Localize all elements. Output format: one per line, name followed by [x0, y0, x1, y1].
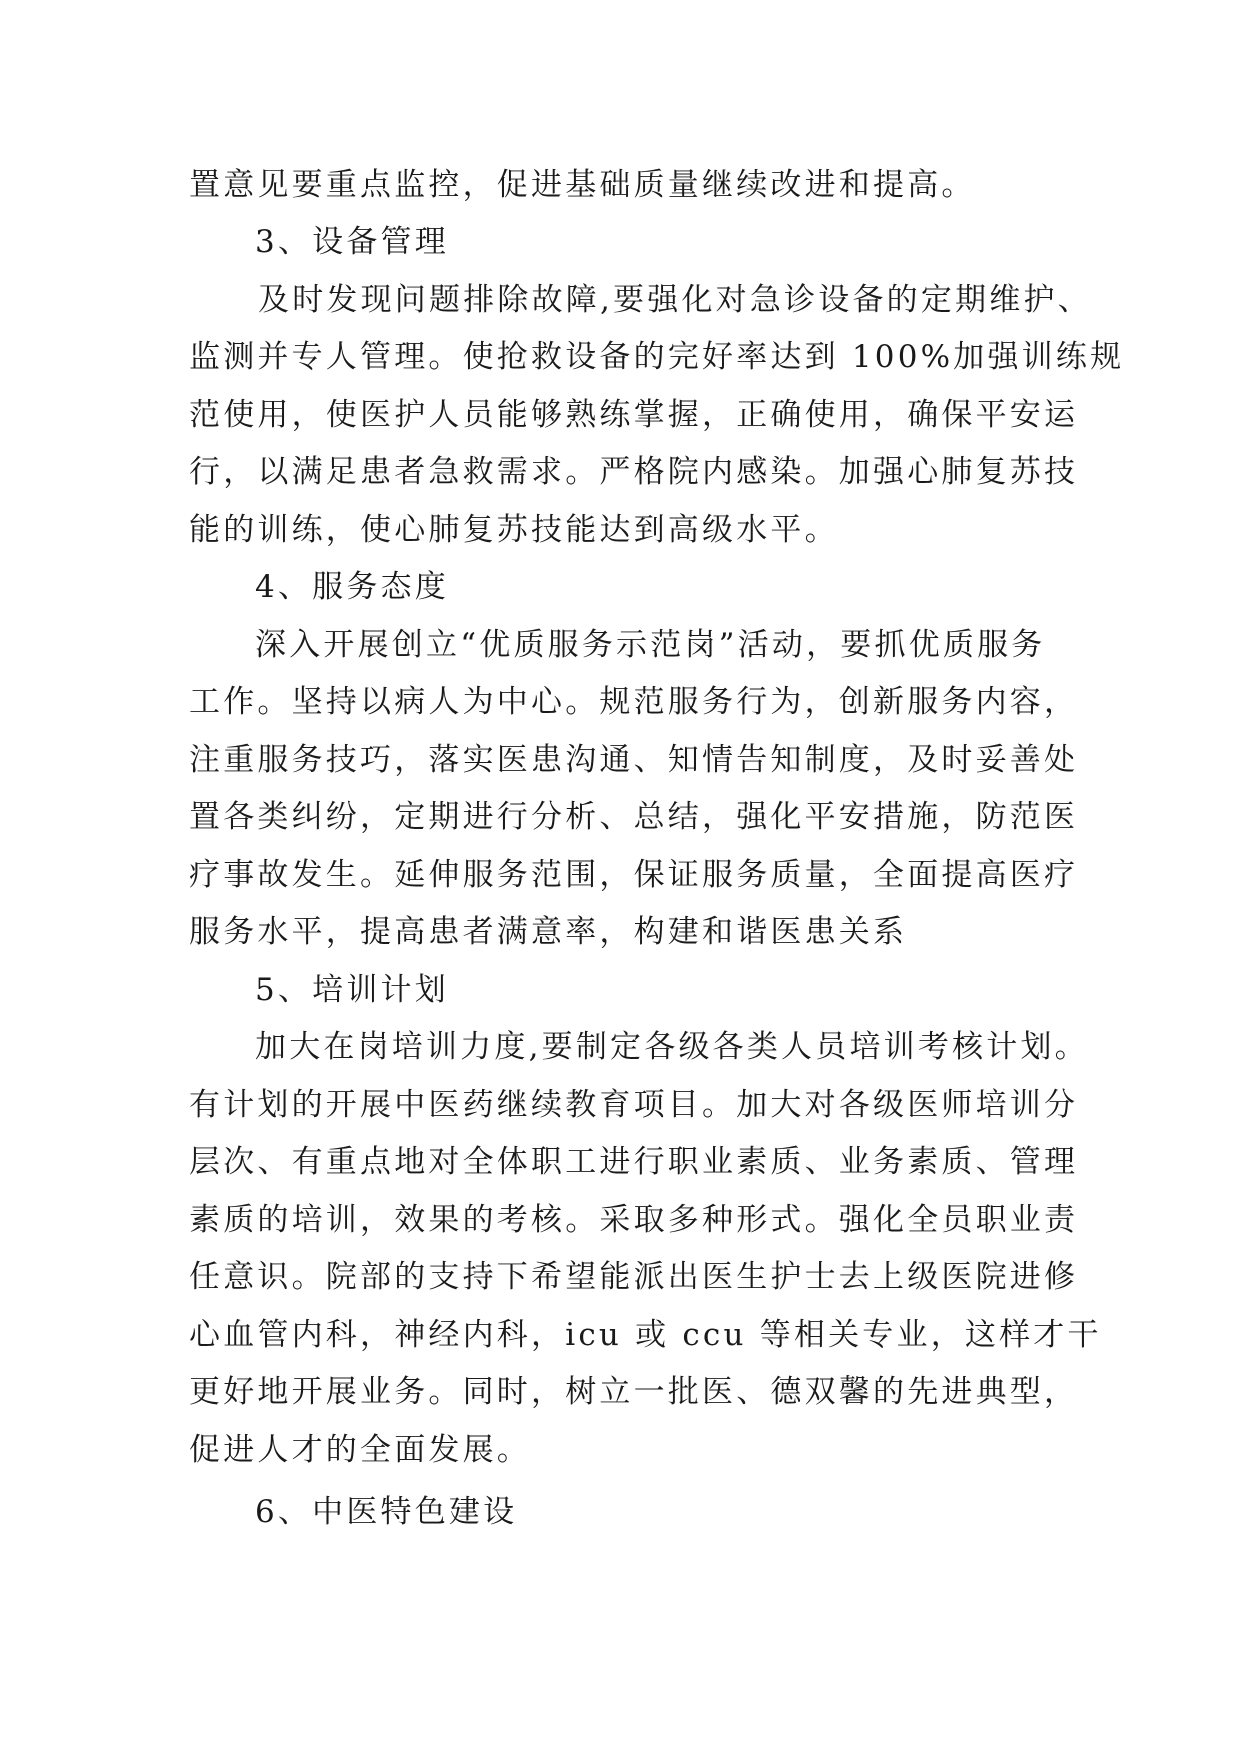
paragraph-line: 工作。坚持以病人为中心。规范服务行为，创新服务内容，	[189, 684, 1079, 720]
paragraph-line: 置意见要重点监控，促进基础质量继续改进和提高。	[189, 167, 976, 203]
paragraph-line: 有计划的开展中医药继续教育项目。加大对各级医师培训分	[189, 1087, 1079, 1123]
paragraph-line: 范使用，使医护人员能够熟练掌握，正确使用，确保平安运	[189, 397, 1079, 433]
paragraph-line: 注重服务技巧，落实医患沟通、知情告知制度，及时妥善处	[189, 742, 1079, 778]
paragraph-line: 层次、有重点地对全体职工进行职业素质、业务素质、管理	[189, 1144, 1079, 1180]
section-heading-service-attitude: 4、服务态度	[255, 569, 449, 605]
paragraph-line: 疗事故发生。延伸服务范围，保证服务质量，全面提高医疗	[189, 857, 1079, 893]
section-heading-tcm-features: 6、中医特色建设	[255, 1494, 518, 1530]
paragraph-line: 任意识。院部的支持下希望能派出医生护士去上级医院进修	[189, 1259, 1079, 1295]
paragraph-line: 更好地开展业务。同时，树立一批医、德双馨的先进典型，	[189, 1374, 1079, 1410]
paragraph-line: 监测并专人管理。使抢救设备的完好率达到 100%加强训练规	[189, 339, 1125, 375]
paragraph-line: 促进人才的全面发展。	[189, 1432, 531, 1468]
section-heading-equipment: 3、设备管理	[255, 224, 449, 260]
paragraph-line: 服务水平，提高患者满意率，构建和谐医患关系	[189, 914, 908, 950]
paragraph-line: 心血管内科，神经内科，icu 或 ccu 等相关专业，这样才干	[189, 1317, 1102, 1353]
paragraph-line: 及时发现问题排除故障,要强化对急诊设备的定期维护、	[258, 282, 1092, 318]
paragraph-line: 深入开展创立“优质服务示范岗”活动，要抓优质服务	[255, 627, 1046, 663]
paragraph-line: 能的训练，使心肺复苏技能达到高级水平。	[189, 512, 839, 548]
paragraph-line: 素质的培训，效果的考核。采取多种形式。强化全员职业责	[189, 1202, 1079, 1238]
paragraph-line: 行，以满足患者急救需求。严格院内感染。加强心肺复苏技	[189, 454, 1079, 490]
section-heading-training-plan: 5、培训计划	[255, 972, 449, 1008]
paragraph-line: 置各类纠纷，定期进行分析、总结，强化平安措施，防范医	[189, 799, 1079, 835]
paragraph-line: 加大在岗培训力度,要制定各级各类人员培训考核计划。	[255, 1029, 1089, 1065]
